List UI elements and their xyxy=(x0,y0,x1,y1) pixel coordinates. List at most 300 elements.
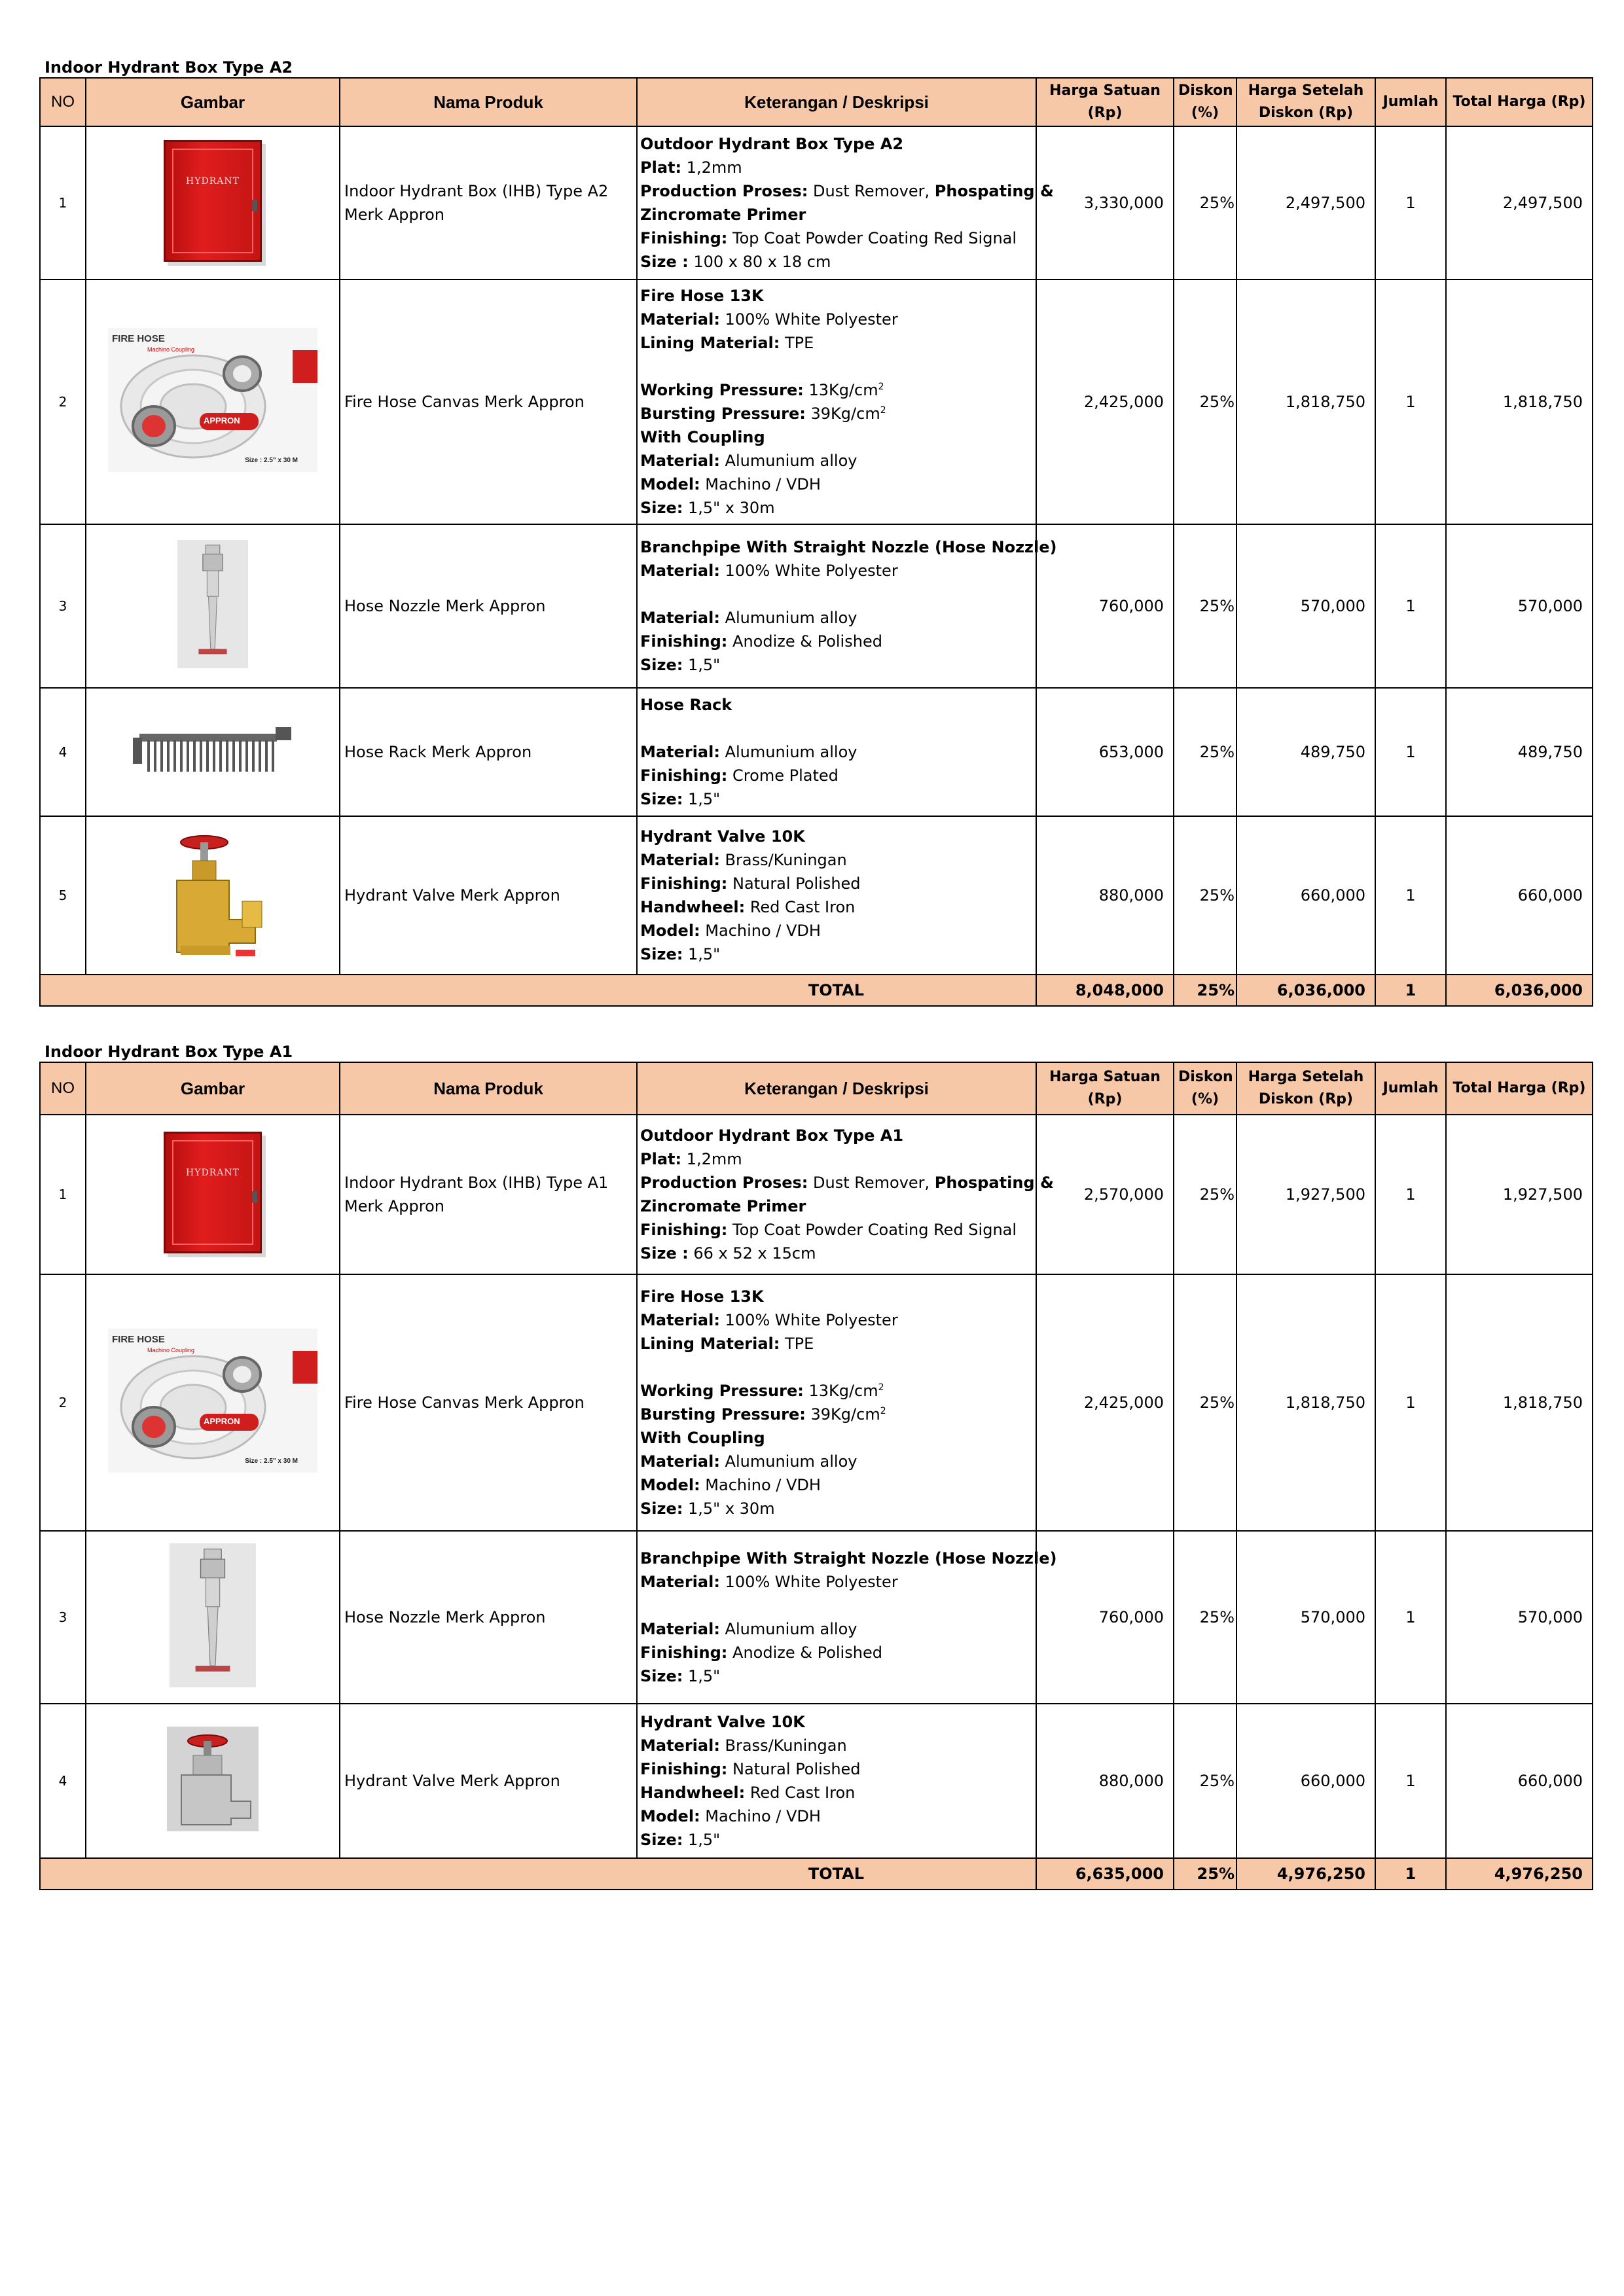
desc-line xyxy=(640,825,1033,848)
desc-value: 66 x 52 x 15cm xyxy=(688,1244,816,1263)
price-after-discount: 2,497,500 xyxy=(1236,126,1375,279)
quantity: 1 xyxy=(1375,1704,1446,1858)
desc-line xyxy=(640,156,1033,179)
fire-hose-icon xyxy=(108,328,317,472)
desc-line xyxy=(640,250,1033,274)
desc-value: Alumunium alloy xyxy=(719,743,857,761)
desc-value: Natural Polished xyxy=(727,1760,861,1778)
desc-value: Alumunium alloy xyxy=(719,452,857,470)
desc-line xyxy=(640,1781,1033,1804)
desc-value: TPE xyxy=(780,1335,814,1353)
desc-line xyxy=(640,764,1033,787)
desc-line xyxy=(640,1757,1033,1781)
desc-line xyxy=(640,1379,1033,1403)
product-description xyxy=(637,688,1036,816)
desc-blank xyxy=(640,355,1033,378)
header-no: NO xyxy=(40,78,86,126)
quantity: 1 xyxy=(1375,688,1446,816)
desc-key: Model: xyxy=(640,1807,700,1825)
header-desc: Keterangan / Deskripsi xyxy=(637,1062,1036,1115)
desc-value: 1,2mm xyxy=(681,158,742,177)
total-price: 660,000 xyxy=(1446,816,1593,975)
desc-key: Hydrant Valve 10K xyxy=(640,1713,805,1731)
hydrant-box-icon xyxy=(164,1132,262,1253)
table-header xyxy=(40,78,1593,126)
desc-value: 100% White Polyester xyxy=(719,562,898,580)
unit-price: 880,000 xyxy=(1036,1704,1174,1858)
coupling-label: Machino Coupling xyxy=(147,1347,195,1354)
total-qty: 1 xyxy=(1375,1858,1446,1890)
desc-key: Outdoor Hydrant Box Type A2 xyxy=(640,135,904,153)
desc-key: Model: xyxy=(640,475,700,493)
desc-line xyxy=(640,1124,1033,1147)
table-row xyxy=(40,816,1593,975)
desc-key: Handwheel: xyxy=(640,1784,746,1802)
desc-key: Material: xyxy=(640,743,720,761)
product-image-cell xyxy=(86,279,340,524)
desc-key: Finishing: xyxy=(640,1221,728,1239)
desc-value: 1,5" xyxy=(683,945,721,963)
row-number: 2 xyxy=(40,1274,86,1531)
desc-key: With Coupling xyxy=(640,428,765,446)
unit-price: 880,000 xyxy=(1036,816,1174,975)
table-row xyxy=(40,1531,1593,1704)
desc-key: Zincromate Primer xyxy=(640,206,806,224)
desc-key: Working Pressure: xyxy=(640,1382,804,1400)
desc-line xyxy=(640,1403,1033,1426)
desc-value: Alumunium alloy xyxy=(719,1452,857,1471)
header-total: Total Harga (Rp) xyxy=(1446,78,1593,126)
desc-line xyxy=(640,1450,1033,1473)
desc-value: Brass/Kuningan xyxy=(719,1736,847,1755)
desc-line xyxy=(640,1547,1057,1570)
desc-value: 13Kg/cm xyxy=(803,381,878,399)
desc-key: Plat: xyxy=(640,1150,682,1168)
desc-key: Material: xyxy=(640,1311,720,1329)
product-description xyxy=(637,1274,1036,1531)
table-row xyxy=(40,1704,1593,1858)
desc-value: Dust Remover, xyxy=(808,1174,935,1192)
total-label: TOTAL xyxy=(40,975,1036,1006)
desc-key: Size: xyxy=(640,1499,683,1518)
desc-value: Crome Plated xyxy=(727,766,839,785)
product-name: Fire Hose Canvas Merk Appron xyxy=(340,279,637,524)
desc-key: Branchpipe With Straight Nozzle (Hose Nozzle) xyxy=(640,538,1057,556)
brand-label: APPRON xyxy=(204,1416,240,1426)
desc-value: 1,5" x 30m xyxy=(683,499,775,517)
desc-value: Brass/Kuningan xyxy=(719,851,847,869)
total-after-discount: 6,036,000 xyxy=(1236,975,1375,1006)
header-after-discount: Harga Setelah Diskon (Rp) xyxy=(1236,78,1375,126)
desc-key: With Coupling xyxy=(640,1429,765,1447)
header-qty: Jumlah xyxy=(1375,1062,1446,1115)
desc-value: 39Kg/cm xyxy=(805,404,880,423)
fire-hose-icon xyxy=(108,1329,317,1473)
desc-key: Size: xyxy=(640,1667,683,1685)
desc-key: Material: xyxy=(640,609,720,627)
desc-value: Anodize & Polished xyxy=(727,632,882,651)
hydrant-valve-icon xyxy=(167,1727,259,1831)
desc-key: Material: xyxy=(640,851,720,869)
row-number: 1 xyxy=(40,126,86,279)
product-description xyxy=(637,1531,1057,1704)
desc-key: Working Pressure: xyxy=(640,381,804,399)
desc-line xyxy=(640,1147,1033,1171)
desc-line xyxy=(640,919,1033,942)
total-unit-price: 6,635,000 xyxy=(1036,1858,1174,1890)
unit-price: 2,425,000 xyxy=(1036,1274,1174,1531)
desc-value: 1,2mm xyxy=(681,1150,742,1168)
desc-key: Outdoor Hydrant Box Type A1 xyxy=(640,1126,904,1145)
desc-key: Zincromate Primer xyxy=(640,1197,806,1215)
discount: 25% xyxy=(1174,126,1236,279)
desc-key: Lining Material: xyxy=(640,1335,780,1353)
total-row xyxy=(40,1858,1593,1890)
price-after-discount: 1,927,500 xyxy=(1236,1115,1375,1274)
desc-value: 1,5" x 30m xyxy=(683,1499,775,1518)
total-price: 489,750 xyxy=(1446,688,1593,816)
desc-value: Machino / VDH xyxy=(700,922,821,940)
desc-key: Material: xyxy=(640,452,720,470)
desc-key: Material: xyxy=(640,310,720,329)
total-unit-price: 8,048,000 xyxy=(1036,975,1174,1006)
desc-key: Plat: xyxy=(640,158,682,177)
unit-price: 2,570,000 xyxy=(1036,1115,1174,1274)
desc-line xyxy=(640,630,1033,653)
total-row xyxy=(40,975,1593,1006)
product-description xyxy=(637,816,1036,975)
desc-value: 1,5" xyxy=(683,1667,721,1685)
desc-key: Model: xyxy=(640,1476,700,1494)
header-unit-price: Harga Satuan (Rp) xyxy=(1036,78,1174,126)
unit-price: 3,330,000 xyxy=(1036,126,1174,279)
desc-key: Finishing: xyxy=(640,874,728,893)
desc-blank xyxy=(640,717,1033,740)
desc-key: Size: xyxy=(640,499,683,517)
desc-line xyxy=(640,1570,1033,1594)
section-type-a2 xyxy=(39,58,1592,1007)
desc-line xyxy=(640,331,1033,355)
desc-value: Machino / VDH xyxy=(700,475,821,493)
desc-line xyxy=(640,1497,1033,1520)
desc-line xyxy=(640,848,1033,872)
desc-key: Size: xyxy=(640,945,683,963)
desc-blank xyxy=(640,583,1033,606)
row-number: 3 xyxy=(40,524,86,688)
desc-key: Bursting Pressure: xyxy=(640,404,806,423)
desc-line xyxy=(640,425,1033,449)
total-qty: 1 xyxy=(1375,975,1446,1006)
total-price: 2,497,500 xyxy=(1446,126,1593,279)
desc-key: Material: xyxy=(640,1736,720,1755)
desc-line xyxy=(640,1242,1033,1265)
product-image-cell xyxy=(86,524,340,688)
desc-line xyxy=(640,895,1033,919)
desc-line xyxy=(640,693,1033,717)
header-discount: Diskon (%) xyxy=(1174,78,1236,126)
quantity: 1 xyxy=(1375,816,1446,975)
desc-line xyxy=(640,787,1033,811)
total-grand: 6,036,000 xyxy=(1446,975,1593,1006)
hydrant-box-label: HYDRANT xyxy=(186,176,240,187)
price-after-discount: 570,000 xyxy=(1236,1531,1375,1704)
desc-line xyxy=(640,606,1033,630)
desc-line xyxy=(640,1308,1033,1332)
discount: 25% xyxy=(1174,279,1236,524)
desc-line xyxy=(640,942,1033,966)
hose-nozzle-icon xyxy=(170,1543,256,1687)
product-description xyxy=(637,279,1036,524)
desc-key: Material: xyxy=(640,1452,720,1471)
desc-key: Finishing: xyxy=(640,1643,728,1662)
desc-line xyxy=(640,378,1033,402)
table-row xyxy=(40,126,1593,279)
header-no: NO xyxy=(40,1062,86,1115)
desc-line xyxy=(640,308,1033,331)
desc-line xyxy=(640,1710,1033,1734)
header-desc: Keterangan / Deskripsi xyxy=(637,78,1036,126)
desc-line xyxy=(640,179,1054,203)
discount: 25% xyxy=(1174,1704,1236,1858)
quantity: 1 xyxy=(1375,1274,1446,1531)
desc-line xyxy=(640,740,1033,764)
size-label: Size : 2.5" x 30 M xyxy=(245,1458,298,1465)
desc-key: Material: xyxy=(640,1573,720,1591)
size-label: Size : 2.5" x 30 M xyxy=(245,457,298,464)
product-name: Hose Nozzle Merk Appron xyxy=(340,1531,637,1704)
section-title: Indoor Hydrant Box Type A2 xyxy=(45,58,293,77)
desc-line xyxy=(640,473,1033,496)
product-name: Hydrant Valve Merk Appron xyxy=(340,1704,637,1858)
header-unit-price: Harga Satuan (Rp) xyxy=(1036,1062,1174,1115)
product-name: Fire Hose Canvas Merk Appron xyxy=(340,1274,637,1531)
price-after-discount: 660,000 xyxy=(1236,816,1375,975)
total-discount: 25% xyxy=(1174,1858,1236,1890)
desc-key: Fire Hose 13K xyxy=(640,287,764,305)
row-number: 3 xyxy=(40,1531,86,1704)
desc-key: Finishing: xyxy=(640,632,728,651)
quantity: 1 xyxy=(1375,1115,1446,1274)
price-after-discount: 1,818,750 xyxy=(1236,1274,1375,1531)
product-description xyxy=(637,1704,1036,1858)
header-discount: Diskon (%) xyxy=(1174,1062,1236,1115)
desc-line xyxy=(640,653,1033,677)
total-discount: 25% xyxy=(1174,975,1236,1006)
hose-rack-icon xyxy=(128,714,298,786)
total-price: 570,000 xyxy=(1446,1531,1593,1704)
product-name: Indoor Hydrant Box (IHB) Type A2 Merk Appron xyxy=(340,126,637,279)
row-number: 2 xyxy=(40,279,86,524)
fire-hose-label: FIRE HOSE xyxy=(112,333,165,344)
desc-line xyxy=(640,1473,1033,1497)
desc-key: Fire Hose 13K xyxy=(640,1287,764,1306)
desc-value: 100% White Polyester xyxy=(719,1311,898,1329)
desc-value: Top Coat Powder Coating Red Signal xyxy=(727,229,1017,247)
price-after-discount: 1,818,750 xyxy=(1236,279,1375,524)
table-row xyxy=(40,688,1593,816)
product-name: Hose Nozzle Merk Appron xyxy=(340,524,637,688)
desc-value: Alumunium alloy xyxy=(719,1620,857,1638)
product-image-cell xyxy=(86,126,340,279)
desc-line xyxy=(640,1218,1033,1242)
desc-key: Handwheel: xyxy=(640,898,746,916)
quantity: 1 xyxy=(1375,279,1446,524)
unit-price: 760,000 xyxy=(1036,1531,1174,1704)
price-after-discount: 489,750 xyxy=(1236,688,1375,816)
product-name: Indoor Hydrant Box (IHB) Type A1 Merk Appron xyxy=(340,1115,637,1274)
desc-line xyxy=(640,132,1033,156)
quantity: 1 xyxy=(1375,1531,1446,1704)
desc-line xyxy=(640,1285,1033,1308)
header-after-discount: Harga Setelah Diskon (Rp) xyxy=(1236,1062,1375,1115)
desc-value: Machino / VDH xyxy=(700,1476,821,1494)
table-header xyxy=(40,1062,1593,1115)
desc-value: 39Kg/cm xyxy=(805,1405,880,1424)
desc-value: Natural Polished xyxy=(727,874,861,893)
section-title: Indoor Hydrant Box Type A1 xyxy=(45,1043,293,1061)
desc-line xyxy=(640,1664,1033,1688)
product-image-cell xyxy=(86,816,340,975)
total-price: 570,000 xyxy=(1446,524,1593,688)
desc-key: Phospating & xyxy=(934,182,1054,200)
header-qty: Jumlah xyxy=(1375,78,1446,126)
product-description xyxy=(637,1115,1054,1274)
desc-value: Alumunium alloy xyxy=(719,609,857,627)
product-name: Hose Rack Merk Appron xyxy=(340,688,637,816)
desc-line xyxy=(640,226,1033,250)
desc-value: 100% White Polyester xyxy=(719,310,898,329)
desc-line xyxy=(640,1641,1033,1664)
product-image-cell xyxy=(86,1704,340,1858)
header-name: Nama Produk xyxy=(340,78,637,126)
desc-key: Production Proses: xyxy=(640,182,808,200)
desc-key: Lining Material: xyxy=(640,334,780,352)
header-image: Gambar xyxy=(86,78,340,126)
total-price: 1,927,500 xyxy=(1446,1115,1593,1274)
desc-line xyxy=(640,872,1033,895)
total-grand: 4,976,250 xyxy=(1446,1858,1593,1890)
table-row xyxy=(40,1274,1593,1531)
desc-key: Size: xyxy=(640,790,683,808)
discount: 25% xyxy=(1174,524,1236,688)
desc-line xyxy=(640,284,1033,308)
desc-key: Hydrant Valve 10K xyxy=(640,827,805,846)
desc-line xyxy=(640,449,1033,473)
product-image-cell xyxy=(86,1274,340,1531)
header-image: Gambar xyxy=(86,1062,340,1115)
desc-key: Bursting Pressure: xyxy=(640,1405,806,1424)
desc-value: Top Coat Powder Coating Red Signal xyxy=(727,1221,1017,1239)
desc-key: Finishing: xyxy=(640,229,728,247)
desc-key: Size: xyxy=(640,656,683,674)
discount: 25% xyxy=(1174,688,1236,816)
desc-superscript: 2 xyxy=(880,405,886,416)
discount: 25% xyxy=(1174,1531,1236,1704)
desc-value: 1,5" xyxy=(683,1831,721,1849)
hydrant-valve-icon xyxy=(157,828,268,959)
total-label: TOTAL xyxy=(40,1858,1036,1890)
desc-key: Model: xyxy=(640,922,700,940)
price-after-discount: 570,000 xyxy=(1236,524,1375,688)
desc-value: Red Cast Iron xyxy=(745,898,856,916)
desc-key: Finishing: xyxy=(640,766,728,785)
desc-line xyxy=(640,559,1033,583)
brand-label: APPRON xyxy=(204,416,240,425)
desc-key: Branchpipe With Straight Nozzle (Hose Nozzle) xyxy=(640,1549,1057,1568)
table-row xyxy=(40,1115,1593,1274)
header-total: Total Harga (Rp) xyxy=(1446,1062,1593,1115)
desc-key: Phospating & xyxy=(934,1174,1054,1192)
desc-line xyxy=(640,1194,1033,1218)
product-image-cell xyxy=(86,688,340,816)
discount: 25% xyxy=(1174,816,1236,975)
desc-value: 100 x 80 x 18 cm xyxy=(688,253,831,271)
desc-line xyxy=(640,1332,1033,1355)
product-name: Hydrant Valve Merk Appron xyxy=(340,816,637,975)
price-after-discount: 660,000 xyxy=(1236,1704,1375,1858)
desc-value: 13Kg/cm xyxy=(803,1382,878,1400)
product-image-cell xyxy=(86,1115,340,1274)
section-type-a1 xyxy=(39,1042,1592,1890)
discount: 25% xyxy=(1174,1115,1236,1274)
hydrant-box-icon xyxy=(164,140,262,262)
desc-line xyxy=(640,1828,1033,1852)
desc-value: Machino / VDH xyxy=(700,1807,821,1825)
table-row xyxy=(40,524,1593,688)
desc-line xyxy=(640,1426,1033,1450)
product-image-cell xyxy=(86,1531,340,1704)
desc-key: Material: xyxy=(640,562,720,580)
desc-value: 1,5" xyxy=(683,656,721,674)
product-description xyxy=(637,126,1054,279)
fire-hose-label: FIRE HOSE xyxy=(112,1334,165,1345)
desc-superscript: 2 xyxy=(878,382,884,392)
desc-value: Anodize & Polished xyxy=(727,1643,882,1662)
hose-nozzle-icon xyxy=(177,540,248,668)
desc-blank xyxy=(640,1594,1033,1617)
desc-key: Size : xyxy=(640,253,689,271)
desc-key: Production Proses: xyxy=(640,1174,808,1192)
quantity: 1 xyxy=(1375,126,1446,279)
total-price: 660,000 xyxy=(1446,1704,1593,1858)
desc-superscript: 2 xyxy=(878,1382,884,1393)
row-number: 4 xyxy=(40,688,86,816)
desc-value: Dust Remover, xyxy=(808,182,935,200)
unit-price: 653,000 xyxy=(1036,688,1174,816)
unit-price: 760,000 xyxy=(1036,524,1174,688)
desc-line xyxy=(640,496,1033,520)
desc-key: Finishing: xyxy=(640,1760,728,1778)
discount: 25% xyxy=(1174,1274,1236,1531)
desc-line xyxy=(640,1804,1033,1828)
row-number: 5 xyxy=(40,816,86,975)
desc-key: Size : xyxy=(640,1244,689,1263)
table-row xyxy=(40,279,1593,524)
desc-value: 100% White Polyester xyxy=(719,1573,898,1591)
total-price: 1,818,750 xyxy=(1446,1274,1593,1531)
desc-line xyxy=(640,1171,1054,1194)
desc-value: 1,5" xyxy=(683,790,721,808)
desc-value: Red Cast Iron xyxy=(745,1784,856,1802)
desc-value: TPE xyxy=(780,334,814,352)
header-name: Nama Produk xyxy=(340,1062,637,1115)
unit-price: 2,425,000 xyxy=(1036,279,1174,524)
total-after-discount: 4,976,250 xyxy=(1236,1858,1375,1890)
desc-line xyxy=(640,535,1057,559)
desc-key: Hose Rack xyxy=(640,696,732,714)
desc-line xyxy=(640,402,1033,425)
row-number: 4 xyxy=(40,1704,86,1858)
